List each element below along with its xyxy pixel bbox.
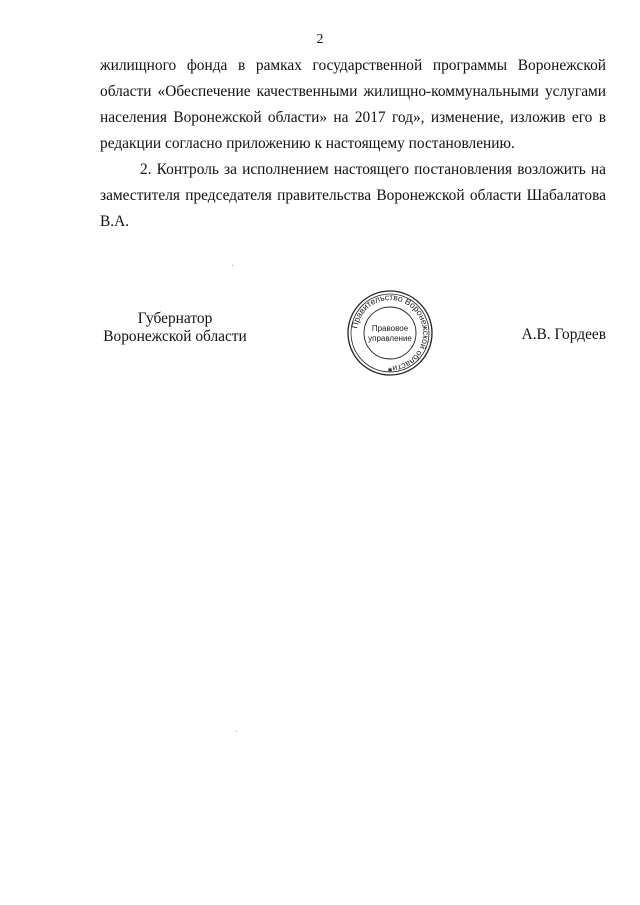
- paragraph-1: [100, 53, 606, 157]
- paragraph-1-line: населения Воронежской области» на 2017 год», изменение, изложив его в: [100, 109, 606, 126]
- paragraph-2-line: заместителя председателя правительства Воронежской области Шабалатова: [100, 187, 606, 204]
- paragraph-2-line: 2. Контроль за исполнением настоящего постановления возложить на: [140, 161, 606, 178]
- official-stamp: [340, 288, 440, 378]
- paragraph-1-line: области «Обеспечение качественными жилищно-коммунальными услугами: [100, 83, 606, 100]
- signatory-name: А.В. Гордеев: [521, 326, 606, 343]
- stamp-seal-icon: [340, 288, 440, 378]
- scan-speck: [232, 265, 233, 266]
- paragraph-2-line: В.А.: [100, 213, 130, 230]
- stamp-ring-text: Правительство Воронежской области: [349, 291, 432, 374]
- stamp-center-line-1: Правовое: [371, 324, 409, 333]
- paragraph-1-line: жилищного фонда в рамках государственной программы Воронежской: [100, 57, 606, 74]
- stamp-star-icon: ✱: [387, 367, 393, 374]
- paragraph-2: [100, 157, 606, 235]
- stamp-center-line-2: управление: [368, 334, 412, 343]
- signatory-position: [100, 310, 250, 346]
- scan-speck: [236, 731, 237, 732]
- page-number: 2: [316, 32, 324, 47]
- signatory-position-line-2: Воронежской области: [103, 328, 247, 345]
- paragraph-1-line: редакции согласно приложению к настоящему постановлению.: [100, 135, 515, 152]
- signatory-position-line-1: Губернатор: [137, 310, 213, 327]
